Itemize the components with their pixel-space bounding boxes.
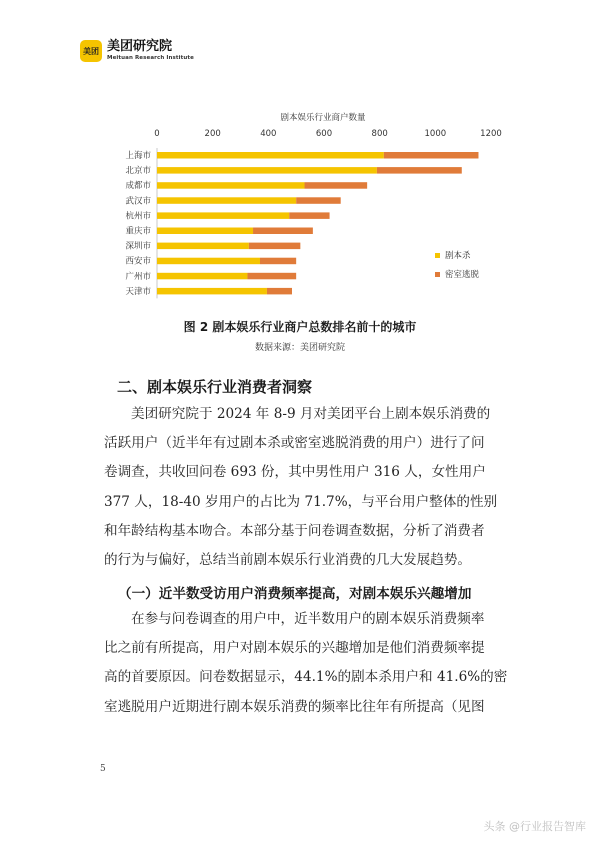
category-label: 上海市 — [125, 151, 151, 161]
bar-escape-room — [260, 258, 296, 265]
category-label: 北京市 — [125, 166, 151, 177]
legend-swatch — [435, 253, 440, 258]
section-heading: 二、剧本娱乐行业消费者洞察 — [117, 378, 313, 396]
bar-jubensha — [157, 243, 249, 250]
bar-jubensha — [157, 288, 267, 295]
bar-escape-room — [247, 273, 296, 280]
x-tick-label: 1000 — [424, 129, 447, 139]
paragraph-line: 卷调查，共收回问卷 693 份，其中男性用户 316 人，女性用户 — [104, 464, 486, 481]
category-label: 西安市 — [125, 256, 151, 267]
bar-escape-room — [296, 197, 341, 204]
org-name-cn: 美团研究院 — [107, 39, 173, 54]
category-label: 杭州市 — [125, 211, 151, 222]
x-tick-label: 800 — [371, 129, 388, 139]
figure-source: 数据来源：美团研究院 — [254, 343, 345, 353]
survey-paragraph — [104, 400, 524, 575]
paragraph-line: 和年龄结构基本吻合。本部分基于问卷调查数据，分析了消费者 — [104, 522, 485, 539]
page-number: 5 — [100, 764, 106, 774]
paragraph-line: 比之前有所提高，用户对剧本娱乐的兴趣增加是他们消费频率提 — [104, 640, 485, 657]
bar-escape-room — [267, 288, 292, 295]
category-label: 成都市 — [125, 181, 151, 192]
category-label: 广州市 — [125, 271, 151, 282]
paragraph-line: 的行为与偏好，总结当前剧本娱乐行业消费的几大发展趋势。 — [104, 552, 472, 569]
paragraph-line: 活跃用户（近半年有过剧本杀或密室逃脱消费的用户）进行了问 — [104, 435, 485, 452]
x-tick-label: 0 — [154, 129, 160, 139]
bar-escape-room — [305, 182, 368, 189]
org-name — [107, 40, 194, 62]
subsection-heading: （一）近半数受访用户消费频率提高，对剧本娱乐兴趣增加 — [118, 586, 472, 602]
bar-escape-room — [384, 152, 479, 159]
bar-jubensha — [157, 273, 247, 280]
figure-caption: 图 2 剧本娱乐行业商户总数排名前十的城市 — [183, 320, 417, 334]
x-tick-label: 200 — [204, 129, 221, 139]
chart-title: 剧本娱乐行业商户数量 — [280, 113, 366, 123]
org-name-en: Meituan Research Institute — [107, 55, 194, 61]
meituan-logo-icon: 美团 — [80, 40, 102, 62]
bar-jubensha — [157, 258, 260, 265]
category-label: 深圳市 — [125, 241, 151, 252]
category-label: 武汉市 — [125, 196, 151, 207]
frequency-paragraph — [104, 605, 524, 722]
bar-jubensha — [157, 197, 296, 204]
category-label: 重庆市 — [125, 226, 151, 237]
bar-jubensha — [157, 182, 305, 189]
bar-jubensha — [157, 212, 289, 219]
paragraph-line: 在参与问卷调查的用户中，近半数用户的剧本娱乐消费频率 — [131, 611, 485, 627]
bar-jubensha — [157, 228, 253, 235]
paragraph-line: 377 人，18-40 岁用户的占比为 71.7%，与平台用户整体的性别 — [104, 493, 498, 510]
paragraph-line: 美团研究院于 2024 年 8-9 月对美团平台上剧本娱乐消费的 — [131, 406, 491, 422]
legend-label: 密室逃脱 — [445, 270, 480, 280]
bar-escape-room — [249, 243, 300, 250]
bar-jubensha — [157, 167, 377, 174]
bar-escape-room — [377, 167, 462, 174]
bar-escape-room — [289, 212, 329, 219]
merchant-count-bar-chart — [0, 108, 600, 308]
x-tick-label: 1200 — [480, 129, 502, 139]
x-tick-label: 400 — [260, 129, 277, 139]
paragraph-line: 室逃脱用户近期进行剧本娱乐消费的频率比往年有所提高（见图 — [104, 698, 485, 715]
legend-label: 剧本杀 — [445, 251, 471, 261]
paragraph-line: 高的首要原因。问卷数据显示，44.1%的剧本杀用户和 41.6%的密 — [104, 669, 508, 686]
category-label: 天津市 — [125, 286, 151, 297]
legend-swatch — [435, 272, 440, 277]
meituan-research-logo — [80, 40, 194, 62]
x-tick-label: 600 — [315, 129, 333, 139]
bar-jubensha — [157, 152, 384, 159]
bar-escape-room — [253, 228, 313, 235]
watermark: 头条 @行业报告智库 — [483, 820, 586, 833]
